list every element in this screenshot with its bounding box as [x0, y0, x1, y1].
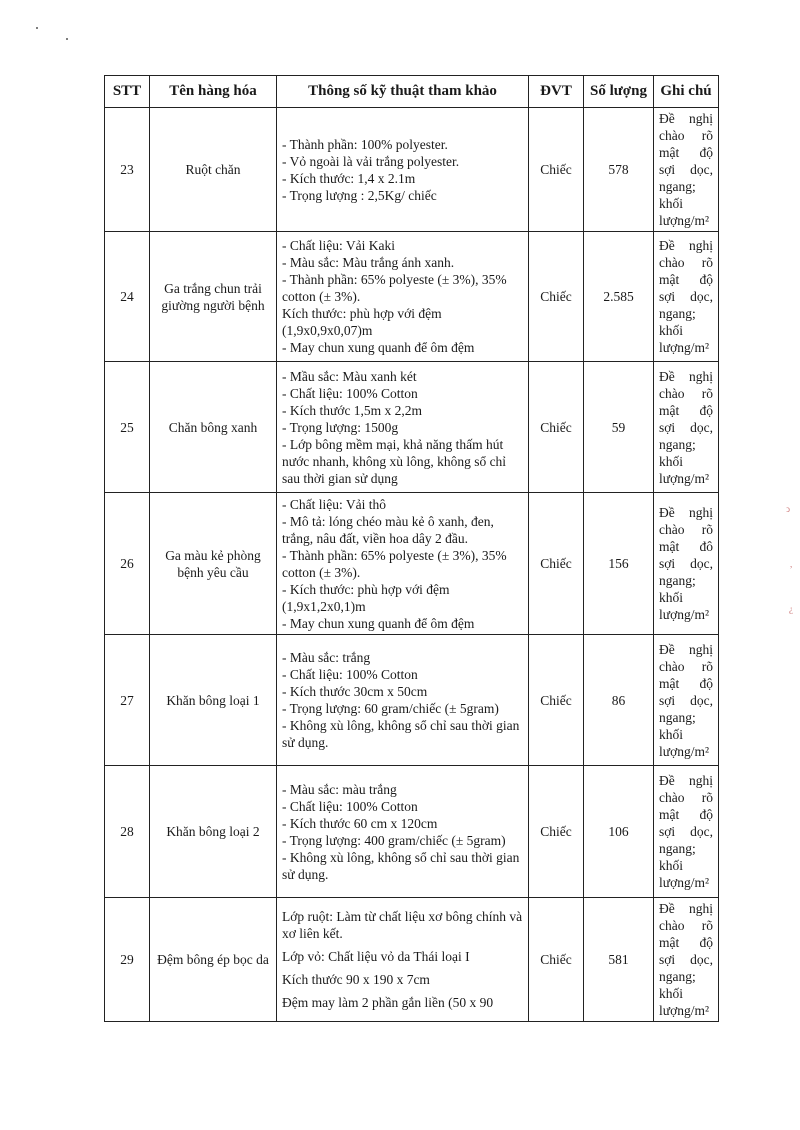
cell-name: Ruột chăn [150, 108, 277, 232]
cell-name: Khăn bông loại 1 [150, 635, 277, 766]
cell-spec: - Chất liệu: Vải Kaki - Màu sắc: Màu trắng ánh xanh. - Thành phần: 65% polyeste (± 3%), 35% cotton (± 3%). Kích thước: phù hợp với đệm (1,9x0,9x0,07)m - May chun xung quanh để ôm đệm [277, 232, 529, 362]
cell-unit: Chiếc [529, 635, 584, 766]
cell-unit: Chiếc [529, 232, 584, 362]
cell-note: Đề nghị chào rõ mật độ sợi dọc, ngang; khối lượng/m² [654, 898, 719, 1022]
cell-note: Đề nghị chào rõ mật độ sợi dọc, ngang; khối lượng/m² [654, 232, 719, 362]
cell-stt: 27 [105, 635, 150, 766]
table-header-row [105, 76, 719, 108]
header-spec: Thông số kỹ thuật tham khảo [277, 76, 529, 108]
cell-spec: - Thành phần: 100% polyester. - Vỏ ngoài là vải trắng polyester. - Kích thước: 1,4 x 2.1m - Trọng lượng : 2,5Kg/ chiếc [277, 108, 529, 232]
cell-note: Đề nghị chào rõ mật đô sợi dọc, ngang; khối lượng/m² [654, 493, 719, 635]
cell-stt: 28 [105, 766, 150, 898]
cell-name: Ga màu kẻ phòng bệnh yêu cầu [150, 493, 277, 635]
goods-spec-table [104, 75, 719, 1022]
table-row [105, 635, 719, 766]
cell-qty: 156 [584, 493, 654, 635]
table-row [105, 108, 719, 232]
cell-spec: - Mầu sắc: Màu xanh két - Chất liệu: 100% Cotton - Kích thước 1,5m x 2,2m - Trọng lượng: 1500g - Lớp bông mềm mại, khả năng thấm hút nước nhanh, không xù lông, không sổ chỉ sau thời gian sử dụng [277, 362, 529, 493]
cell-spec: - Màu sắc: màu trắng - Chất liệu: 100% Cotton - Kích thước 60 cm x 120cm - Trọng lượng: 400 gram/chiếc (± 5gram) - Không xù lông, không sổ chỉ sau thời gian sử dụng. [277, 766, 529, 898]
header-name: Tên hàng hóa [150, 76, 277, 108]
table-row [105, 493, 719, 635]
scan-speck [66, 38, 68, 40]
header-unit: ĐVT [529, 76, 584, 108]
cell-stt: 26 [105, 493, 150, 635]
cell-note: Đề nghị chào rõ mật độ sợi dọc, ngang; khối lượng/m² [654, 766, 719, 898]
cell-note: Đề nghị chào rõ mật độ sợi dọc, ngang; khối lượng/m² [654, 362, 719, 493]
edge-mark: ͻ [786, 504, 790, 514]
cell-unit: Chiếc [529, 766, 584, 898]
cell-spec: - Chất liệu: Vải thô - Mô tả: lóng chéo màu kẻ ô xanh, đen, trắng, nâu đất, viền hoa dây 2 đầu. - Thành phần: 65% polyeste (± 3%), 35% cotton (± 3%). - Kích thước: phù hợp với đệm (1,9x1,2x0,1)m - May chun xung quanh để ôm đệm [277, 493, 529, 635]
cell-qty: 578 [584, 108, 654, 232]
cell-name: Chăn bông xanh [150, 362, 277, 493]
cell-name: Khăn bông loại 2 [150, 766, 277, 898]
spec-paragraph: Lớp ruột: Làm từ chất liệu xơ bông chính và xơ liên kết. [282, 909, 523, 941]
spec-paragraph: Kích thước 90 x 190 x 7cm [282, 972, 430, 987]
header-qty: Số lượng [584, 76, 654, 108]
table-row [105, 362, 719, 493]
cell-qty: 581 [584, 898, 654, 1022]
header-note: Ghi chú [654, 76, 719, 108]
cell-qty: 86 [584, 635, 654, 766]
table-row [105, 232, 719, 362]
cell-unit: Chiếc [529, 493, 584, 635]
cell-qty: 106 [584, 766, 654, 898]
edge-mark: , [790, 559, 793, 569]
edge-mark: ¿ [789, 604, 793, 614]
cell-note: Đề nghị chào rõ mật độ sợi dọc, ngang; khối lượng/m² [654, 108, 719, 232]
cell-name: Đệm bông ép bọc da [150, 898, 277, 1022]
spec-paragraph: Lớp vỏ: Chất liệu vỏ da Thái loại I [282, 949, 470, 964]
cell-name: Ga trắng chun trải giường người bệnh [150, 232, 277, 362]
cell-unit: Chiếc [529, 898, 584, 1022]
cell-stt: 23 [105, 108, 150, 232]
cell-stt: 25 [105, 362, 150, 493]
header-stt: STT [105, 76, 150, 108]
table-row [105, 766, 719, 898]
cell-unit: Chiếc [529, 362, 584, 493]
cell-stt: 24 [105, 232, 150, 362]
cell-spec: - Màu sắc: trắng - Chất liệu: 100% Cotton - Kích thước 30cm x 50cm - Trọng lượng: 60 gram/chiếc (± 5gram) - Không xù lông, không sổ chỉ sau thời gian sử dụng. [277, 635, 529, 766]
table-row [105, 898, 719, 1022]
spec-paragraph: Đệm may làm 2 phần gắn liền (50 x 90 [282, 995, 494, 1010]
cell-qty: 2.585 [584, 232, 654, 362]
cell-qty: 59 [584, 362, 654, 493]
cell-stt: 29 [105, 898, 150, 1022]
cell-note: Đề nghị chào rõ mật độ sợi dọc, ngang; khối lượng/m² [654, 635, 719, 766]
scan-speck [36, 27, 38, 29]
cell-unit: Chiếc [529, 108, 584, 232]
cell-spec [277, 898, 529, 1022]
